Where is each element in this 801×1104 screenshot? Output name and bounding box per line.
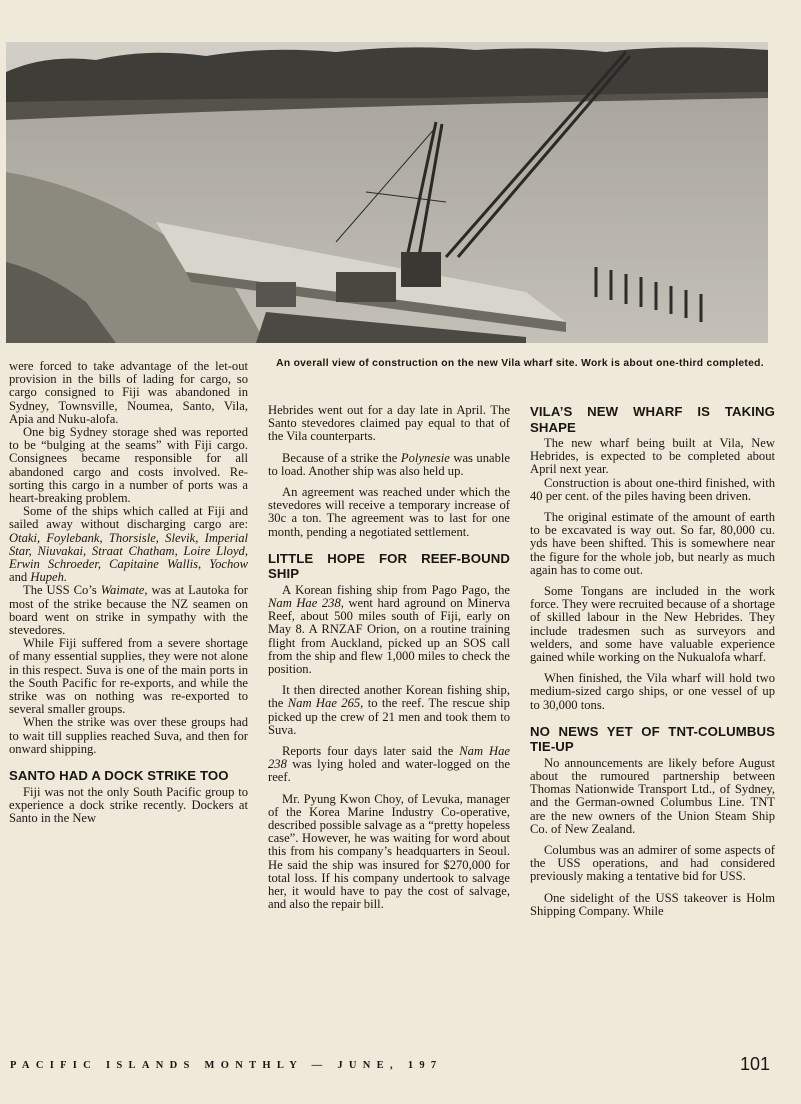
ship-name: Nam Hae 265, <box>287 696 364 711</box>
article-column-3 <box>530 404 775 918</box>
photo-caption: An overall view of construction on the new Vila wharf site. Work is about one-third completed. <box>276 358 764 369</box>
running-footer: PACIFIC ISLANDS MONTHLY — JUNE, 197 <box>10 1060 443 1071</box>
section-heading: NO NEWS YET OF TNT-COLUMBUS TIE-UP <box>530 723 775 755</box>
section-heading: VILA’S NEW WHARF IS TAKING SHAPE <box>530 404 775 435</box>
paragraph: A Korean fishing ship from Pago Pago, the Nam Hae 238, went hard aground on Minerva Reef, about 500 miles south of Fiji, early on May 8. A RNZAF Orion, on a routine training flight from Auckland, picked up an SOS call from the ship and flew 1,000 miles to check the position. <box>268 582 511 677</box>
paragraph: The USS Co’s Waimate, was at Lautoka for most of the strike because the NZ seamen on board went on strike in sympathy with the stevedores. <box>9 583 249 638</box>
paragraph: No announcements are likely before August about the rumoured partnership between Thomas Nationwide Transport Ltd., of Sydney, and the German-owned Columbus Line. TNT are the new owners of the Union Steam Ship Co. of New Zealand. <box>530 755 775 836</box>
paragraph: One big Sydney storage shed was reported to be “bulging at the seams” with Fiji cargo. Consignees became responsible for all abandoned cargo and costs involved. Re-sorting this cargo in a number of ports was a heart-breaking problem. <box>9 425 248 506</box>
paragraph: Fiji was not the only South Pacific group to experience a dock strike recently. Dockers at Santo in the New <box>9 784 248 825</box>
paragraph: Mr. Pyung Kwon Choy, of Levuka, manager of the Korea Marine Industry Co-operative, described possible salvage as a “pretty hopeless case”. However, he was waiting for word about this from his company’s headquarters in Seoul. He said the ship was insured for $270,000 for total loss. If his company undertook to salvage her, it would have to pay the cost of salvage, and also the repair bill. <box>268 791 510 912</box>
ship-name: Nam Hae 238 <box>268 744 511 772</box>
ship-names: Otaki, Foylebank, Thorsisle, Slevik, Imperial Star, Niuvakai, Straat Chatham, Loire Lloyd, Erwin Schroeder, Capitaine Wallis, Yochow <box>9 530 248 572</box>
page-number: 101 <box>740 1054 771 1074</box>
paragraph: One sidelight of the USS takeover is Holm Shipping Company. While <box>530 890 775 918</box>
ship-name: Waimate, <box>100 583 148 598</box>
paragraph: The new wharf being built at Vila, New Hebrides, is expected to be completed about April next year. <box>530 436 775 477</box>
paragraph: were forced to take advantage of the let-out provision in the bills of lading for cargo, so cargo consigned to Fiji was abandoned in Sydney, Townsville, Noumea, Santo, Vila, Apia and Nuku-alofa. <box>9 359 248 426</box>
paragraph: When the strike was over these groups had to wait till supplies reached Suva, and then for onward shipping. <box>9 715 248 756</box>
wharf-construction-photo <box>6 42 768 343</box>
ship-name: Polynesie <box>400 450 450 465</box>
paragraph: Because of a strike the Polynesie was unable to load. Another ship was also held up. <box>268 450 510 478</box>
paragraph: Some of the ships which called at Fiji and sailed away without discharging cargo are: Otaki, Foylebank, Thorsisle, Slevik, Imperial Star, Niuvakai, Straat Chatham, Loire Lloyd, Erwin Schroeder, Capitaine Wallis, Yochow and Hupeh. <box>9 504 248 585</box>
ship-name: Nam Hae 238, <box>268 596 344 611</box>
paragraph: An agreement was reached under which the stevedores will receive a temporary increase of 30c a ton. The agreement was to last for one month, pending a negotiated settlement. <box>268 485 510 539</box>
paragraph: While Fiji suffered from a severe shortage of many essential supplies, they were not alone in this respect. Suva is one of the main ports in the South Pacific for re-exports, and while the strike was on nothing was re-exported to several smaller groups. <box>9 636 248 717</box>
paragraph: The original estimate of the amount of earth to be excavated is way out. So far, 80,000 cu. yds have been shifted. This is somewhere near the figure for the whole job, but nearly as much again has to come out. <box>530 510 775 577</box>
photo-illustration <box>6 42 768 343</box>
paragraph: Columbus was an admirer of some aspects of the USS operations, and had considered previously making a tentative bid for USS. <box>530 843 775 884</box>
article-column-1 <box>9 360 248 825</box>
paragraph: Reports four days later said the Nam Hae 238 was lying holed and water-logged on the reef. <box>268 744 511 785</box>
section-heading: SANTO HAD A DOCK STRIKE TOO <box>9 768 229 784</box>
paragraph: It then directed another Korean fishing ship, the Nam Hae 265, to the reef. The rescue ship picked up the crew of 21 men and took them to Suva. <box>268 683 510 737</box>
section-heading: LITTLE HOPE FOR REEF-BOUND SHIP <box>268 550 510 582</box>
paragraph: Some Tongans are included in the work force. They were recruited because of a shortage of skilled labour in the New Hebrides. They include tradesmen such as surveyors and welders, and some have valuable experience gained while working on the Nukualofa wharf. <box>530 584 775 665</box>
paragraph: Hebrides went out for a day late in April. The Santo stevedores claimed pay equal to that of the Vila counterparts. <box>268 403 510 444</box>
paragraph: When finished, the Vila wharf will hold two medium-sized cargo ships, or one vessel of up to 30,000 tons. <box>530 671 775 712</box>
paragraph: Construction is about one-third finished, with 40 per cent. of the piles having been driven. <box>530 475 775 503</box>
article-column-2 <box>268 404 510 912</box>
